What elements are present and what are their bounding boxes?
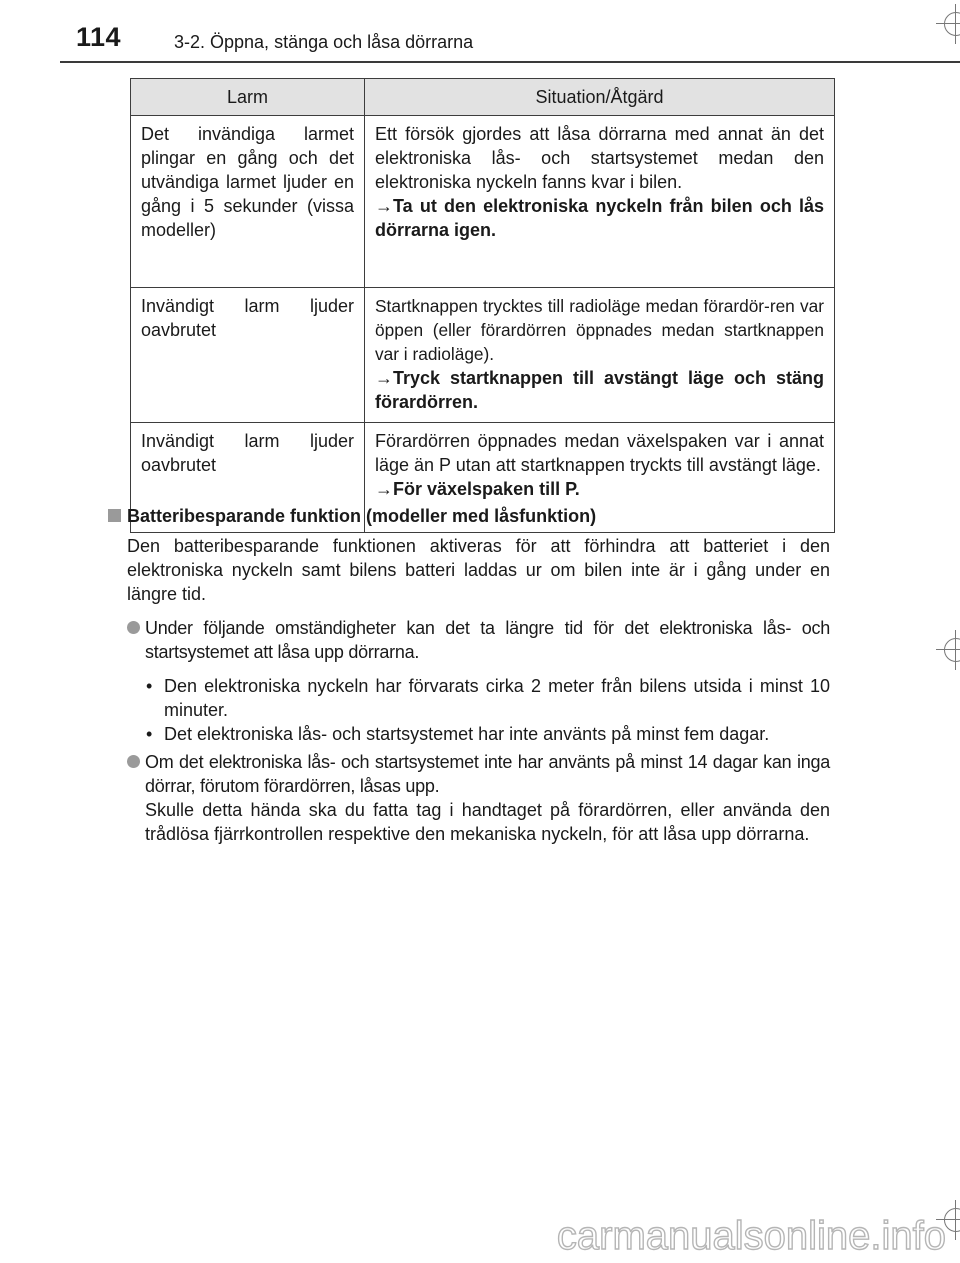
bullet-icon: • [146,676,153,696]
action-label: För växelspaken till P. [393,479,580,499]
situation-text: Ett försök gjordes att låsa dörrarna med annat än det elektroniska lås- och startsystemet medan den elektroniska nyckeln fanns kvar i bilen. [375,124,824,192]
circle-item-text: Under följande omständigheter kan det ta längre tid för det elektroniska lås- och startsystemet att låsa upp dörrarna. [145,618,830,662]
registration-mark-bottom-right [936,1200,960,1240]
situation-text: Startknappen trycktes till radioläge medan förardör-ren var öppen (eller förardörren öppnades medan startknappen var i radioläge). [375,296,824,364]
bullet-icon: • [146,724,153,744]
section-heading [108,504,830,528]
situation-cell [365,288,835,423]
list-item-text: Det elektroniska lås- och startsystemet har inte använts på minst fem dagar. [164,724,770,744]
alarm-cell: Invändigt larm ljuder oavbrutet [131,288,365,423]
intro-paragraph: Den batteribesparande funktionen aktiveras för att förhindra att batteriet i den elektroniska nyckeln samt bilens batteri laddas ur om bilen inte är i gång under en längre tid. [127,536,830,604]
registration-mark-middle-right [936,630,960,670]
action-label: Tryck startknappen till avstängt läge och stäng förardörren. [375,368,824,412]
circle-item-text: Om det elektroniska lås- och startsystemet inte har använts på minst 14 dagar kan inga dörrar, förutom förardörren, låsas upp. [145,752,830,796]
alarm-table [130,78,835,533]
action-text [375,477,824,501]
list-item [108,674,830,722]
column-header-alarm: Larm [131,79,365,116]
running-header: 3-2. Öppna, stänga och låsa dörrarna [174,32,474,52]
action-label: Ta ut den elektroniska nyckeln från bilen och lås dörrarna igen. [375,196,824,240]
circle-item [108,750,830,846]
section-heading-text: Batteribesparande funktion (modeller med låsfunktion) [127,506,597,526]
arrow-icon: → [375,479,393,499]
circle-bullet-icon [127,621,140,634]
circle-item [108,616,830,664]
square-bullet-icon [108,509,121,522]
circle-item-text-continued: Skulle detta hända ska du fatta tag i handtaget på förardörren, eller använda den trådlösa fjärrkontrollen respektive den mekaniska nyckeln, för att låsa upp dörrarna. [145,800,830,844]
action-text [375,366,824,414]
watermark: carmanualsonline.info [556,1214,946,1258]
bullet-list [108,674,830,746]
battery-saving-section [108,504,830,846]
table-row [131,116,835,288]
action-text [375,194,824,242]
list-item [108,722,830,746]
situation-cell [365,116,835,288]
registration-mark-top-right [936,4,960,44]
alarm-cell: Det invändiga larmet plingar en gång och det utvändiga larmet ljuder en gång i 5 sekunder (vissa modeller) [131,116,365,288]
table-row [131,288,835,423]
situation-text: Förardörren öppnades medan växelspaken var i annat läge än P utan att startknappen tryckts till avstängt läge. [375,431,824,475]
list-item-text: Den elektroniska nyckeln har förvarats cirka 2 meter från bilens utsida i minst 10 minuter. [164,676,830,720]
table-header-row [131,79,835,116]
circle-bullet-icon [127,755,140,768]
arrow-icon: → [375,196,393,216]
alarm-cell: Invändigt larm ljuder oavbrutet [131,423,365,533]
page-number: 114 [76,22,122,52]
column-header-situation: Situation/Åtgärd [365,79,835,116]
header-rule [60,61,960,63]
arrow-icon: → [375,368,393,388]
